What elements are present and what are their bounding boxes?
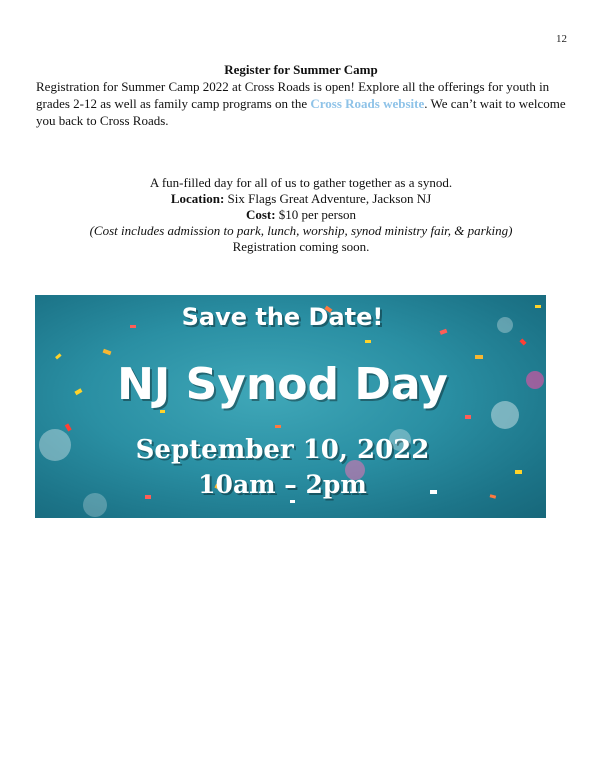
confetti-piece [519, 338, 526, 345]
synod-day-title: NJ Synod Day [117, 359, 448, 410]
confetti-piece [290, 500, 295, 503]
confetti-piece [465, 415, 471, 419]
confetti-piece [103, 349, 112, 355]
synod-day-banner [35, 295, 546, 518]
confetti-piece [65, 423, 72, 431]
event-date: September 10, 2022 [135, 435, 430, 465]
location-value: Six Flags Great Adventure, Jackson NJ [224, 191, 432, 206]
synod-intro: A fun-filled day for all of us to gather together as a synod. [149, 175, 453, 190]
synod-day-section [36, 175, 566, 255]
confetti-piece [275, 425, 281, 428]
event-time: 10am – 2pm [198, 470, 367, 499]
synod-location [36, 191, 566, 207]
confetti-piece [365, 340, 371, 343]
cross-roads-website-link[interactable]: Cross Roads website [310, 96, 425, 111]
summer-camp-section [36, 62, 566, 129]
page-number: 12 [556, 33, 567, 45]
registration-status: Registration coming soon. [232, 239, 370, 254]
cost-note: (Cost includes admission to park, lunch, worship, synod ministry fair, & parking) [89, 223, 513, 238]
cost-label: Cost: [245, 207, 276, 222]
synod-cost [36, 207, 566, 223]
confetti-piece [160, 410, 165, 413]
location-label: Location: [170, 191, 225, 206]
camp-paragraph [36, 78, 566, 129]
cost-value: $10 per person [275, 207, 357, 222]
save-the-date-text: Save the Date! [181, 303, 384, 331]
camp-text-after-link: . We can’t wait to welcome you back to Cross Roads. [36, 96, 566, 128]
camp-heading: Register for Summer Camp [224, 62, 378, 77]
camp-text-before-link: Registration for Summer Camp 2022 at Cross Roads is open! Explore all the offerings for youth in grades 2-12 as well as family camp programs on the [36, 79, 550, 111]
